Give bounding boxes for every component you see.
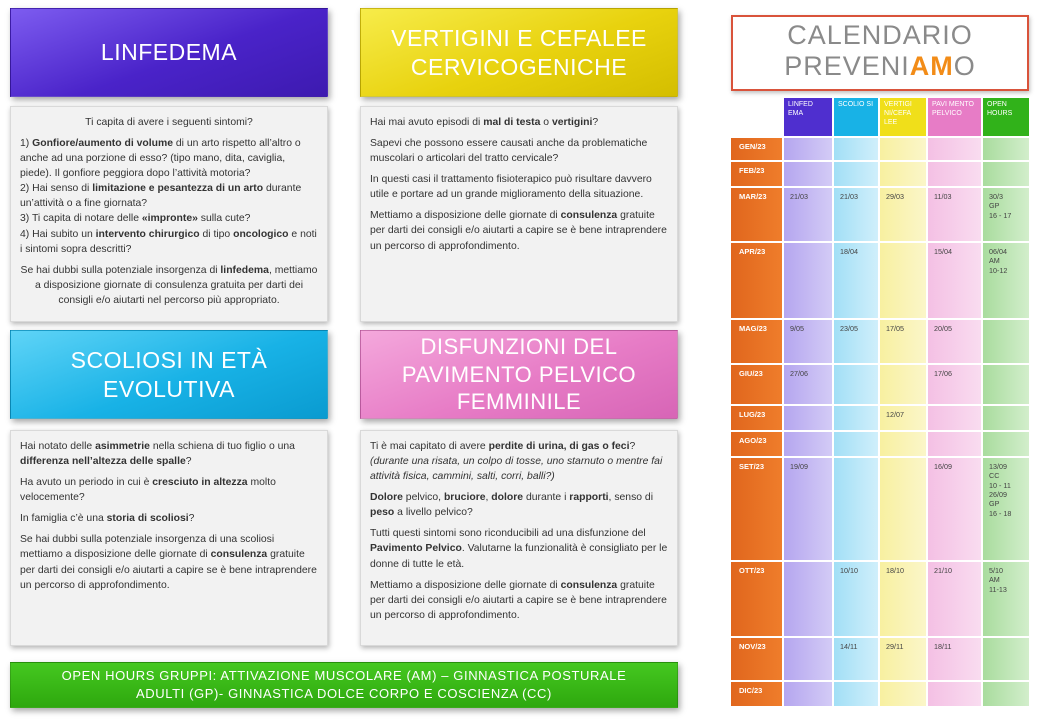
linfedema-q1 [20, 136, 318, 181]
linfedema-closing [20, 263, 318, 308]
closing-bold: linfedema [220, 264, 269, 276]
calendar-cell-pavimento: 16/09 [928, 458, 981, 560]
calendar-cell-scoliosi [834, 458, 878, 560]
d-p2-d: , senso di [608, 492, 654, 504]
q3-rest: sulla cute? [197, 213, 251, 225]
s-p1-prefix: Hai notato delle [20, 441, 96, 452]
calendar-month-label: AGO/23 [731, 432, 782, 456]
calendar-row [731, 638, 1029, 680]
calendar-month-label: APR/23 [731, 243, 782, 318]
header-disfunzioni-line3: FEMMINILE [456, 389, 582, 415]
calendar-cell-vertigini: 29/03 [880, 188, 926, 241]
d-p1-bold: perdite di urina, di gas o feci [488, 441, 630, 452]
calendar-cell-open-hours [983, 162, 1029, 186]
calendar-cell-pavimento: 11/03 [928, 188, 981, 241]
d-p2-c: durante i [523, 492, 570, 504]
q4-mid: di tipo [199, 228, 234, 240]
s-p4-bold: consulenza [210, 549, 268, 561]
s-p4-prefix: Se hai dubbi sulla potenziale insorgenza di una scoliosi mettiamo a disposizione delle giornate di [20, 534, 275, 561]
header-disfunzioni-line1: DISFUNZIONI DEL [420, 334, 618, 360]
linfedema-intro: Ti capita di avere i seguenti sintomi? [85, 117, 253, 128]
calendar-cell-linfedema [784, 406, 832, 430]
vertigini-p4 [370, 208, 668, 253]
calendar-col-vertigini: VERTIGI NI/CEFA LEE [880, 98, 926, 136]
calendar-cell-scoliosi: 10/10 [834, 562, 878, 636]
s-p1-bold1: asimmetrie [95, 441, 150, 452]
disfunzioni-p2 [370, 490, 668, 520]
calendar-cell-open-hours: 5/10 AM 11-13 [983, 562, 1029, 636]
calendar-cell-scoliosi [834, 162, 878, 186]
d-p1-prefix: Ti è mai capitato di avere [370, 441, 489, 452]
calendar-row [731, 406, 1029, 430]
d-p2-a: pelvico, [402, 492, 444, 504]
calendar-cell-open-hours [983, 638, 1029, 680]
header-linfedema [10, 8, 328, 97]
open-hours-banner [10, 662, 678, 708]
calendar-month-label: MAR/23 [731, 188, 782, 241]
calendar-cell-linfedema: 27/06 [784, 365, 832, 404]
calendar-row [731, 562, 1029, 636]
s-p1-rest: ? [185, 456, 192, 468]
calendar-col-open-hours: OPEN HOURS [983, 98, 1029, 136]
calendar-cell-linfedema: 21/03 [784, 188, 832, 241]
linfedema-q4 [20, 227, 318, 257]
calendar-cell-pavimento [928, 162, 981, 186]
calendar-cell-linfedema [784, 682, 832, 706]
s-p2-rest: molto velocemente? [20, 477, 276, 504]
d-p2-bold1: Dolore [370, 492, 403, 504]
calendar-cell-open-hours: 30/3 GP 16 - 17 [983, 188, 1029, 241]
calendar-cell-linfedema [784, 162, 832, 186]
s-p4-rest: gratuite per darti dei consigli e/o aiutarti a capire se è bene intraprendere un percorso di approfondimento. [20, 549, 317, 591]
calendar-title-o: O [953, 51, 976, 81]
calendar-cell-vertigini [880, 243, 926, 318]
card-vertigini [360, 106, 678, 322]
card-scoliosi [10, 430, 328, 646]
v-p1-bold1: mal di testa [483, 117, 541, 128]
s-p3-prefix: In famiglia c’è una [20, 513, 107, 525]
d-p3-rest: . Valutarne la funzionalità è consigliato per le donne di tutte le età. [370, 543, 668, 570]
disfunzioni-p3 [370, 526, 668, 571]
calendar-cell-scoliosi: 18/04 [834, 243, 878, 318]
calendar-cell-linfedema [784, 638, 832, 680]
scoliosi-p4 [20, 532, 318, 592]
scoliosi-p2 [20, 475, 318, 505]
calendar-row [731, 432, 1029, 456]
calendar-cell-vertigini: 12/07 [880, 406, 926, 430]
header-disfunzioni-line2: PAVIMENTO PELVICO [401, 361, 637, 387]
d-p3-bold: Pavimento Pelvico [370, 543, 462, 555]
calendar-cell-vertigini [880, 138, 926, 160]
calendar-cell-vertigini: 29/11 [880, 638, 926, 680]
s-p2-bold: cresciuto in altezza [152, 477, 248, 489]
calendar-title-am-logo: AM [909, 51, 954, 81]
calendar-title-preveni: PREVENI [784, 51, 910, 81]
d-p2-e: a livello pelvico? [394, 507, 473, 519]
calendar-title-box [731, 15, 1029, 91]
calendar-month-label: GEN/23 [731, 138, 782, 160]
vertigini-p1 [370, 115, 668, 130]
calendar-month-label: NOV/23 [731, 638, 782, 680]
q4-rest: e noti i sintomi sopra descritti? [20, 228, 317, 255]
calendar-month-label: DIC/23 [731, 682, 782, 706]
calendar-row [731, 243, 1029, 318]
calendar-cell-linfedema [784, 243, 832, 318]
q4-prefix: 4) Hai subito un [20, 228, 96, 240]
q4-bold2: oncologico [233, 228, 289, 240]
s-p2-prefix: Ha avuto un periodo in cui è [20, 477, 153, 489]
calendar-cell-linfedema [784, 432, 832, 456]
d-p1-rest: ? [629, 441, 636, 452]
d-p2-bold4: rapporti [569, 492, 609, 504]
card-linfedema [10, 106, 328, 322]
calendar-cell-scoliosi [834, 138, 878, 160]
calendar-cell-linfedema [784, 138, 832, 160]
s-p3-rest: ? [188, 513, 195, 525]
calendar-cell-pavimento: 20/05 [928, 320, 981, 363]
calendar-month-label: MAG/23 [731, 320, 782, 363]
header-scoliosi-line2: EVOLUTIVA [103, 375, 235, 402]
open-hours-line1: OPEN HOURS GRUPPI: ATTIVAZIONE MUSCOLARE (AM) – GINNASTICA POSTURALE [61, 668, 627, 684]
card-disfunzioni [360, 430, 678, 646]
calendar-cell-pavimento [928, 406, 981, 430]
calendar-col-scoliosi: SCOLIO SI [834, 98, 878, 136]
linfedema-q3 [20, 211, 318, 226]
calendar-row [731, 138, 1029, 160]
q2-prefix: 2) Hai senso di [20, 183, 93, 195]
d-p2-bold2: bruciore [443, 492, 486, 504]
header-vertigini-line2: CERVICOGENICHE [410, 53, 628, 80]
header-scoliosi [10, 330, 328, 419]
calendar-title-line1: CALENDARIO [787, 20, 973, 50]
calendar-cell-linfedema [784, 562, 832, 636]
d-p4-rest: gratuite per darti dei consigli e/o aiutarti a capire se è bene intraprendere un percorso di approfondimento. [370, 579, 667, 621]
closing-prefix: Se hai dubbi sulla potenziale insorgenza di [20, 264, 221, 276]
calendar-cell-open-hours [983, 432, 1029, 456]
calendar-cell-open-hours [983, 406, 1029, 430]
d-p1-italic: (durante una risata, un colpo di tosse, uno starnuto o mentre fai attività fisica, cammini, salti, corri, balli?) [370, 456, 663, 483]
calendar-cell-scoliosi [834, 365, 878, 404]
calendar-cell-vertigini: 17/05 [880, 320, 926, 363]
calendar-cell-pavimento: 21/10 [928, 562, 981, 636]
q1-bold: Gonfiore/aumento di volume [32, 138, 174, 150]
q2-rest: durante un’attività o a fine giornata? [20, 183, 302, 210]
linfedema-questions [20, 136, 318, 257]
calendar-cell-open-hours [983, 365, 1029, 404]
calendar-row [731, 365, 1029, 404]
scoliosi-p1 [20, 439, 318, 469]
v-p4-bold: consulenza [560, 210, 618, 222]
v-p1-rest: ? [592, 117, 599, 128]
v-p4-prefix: Mettiamo a disposizione delle giornate di [370, 210, 561, 222]
calendar-cell-open-hours: 13/09 CC 10 - 11 26/09 GP 16 - 18 [983, 458, 1029, 560]
calendar-cell-open-hours [983, 138, 1029, 160]
vertigini-p2: Sapevi che possono essere causati anche da problematiche muscolari o articolari del tratto cervicale? [370, 138, 648, 165]
v-p1-prefix: Hai mai avuto episodi di [370, 117, 484, 128]
calendar-cell-pavimento [928, 682, 981, 706]
d-p2-bold3: dolore [491, 492, 524, 504]
calendar-cell-pavimento: 18/11 [928, 638, 981, 680]
calendar-cell-scoliosi: 21/03 [834, 188, 878, 241]
calendar-cell-linfedema: 9/05 [784, 320, 832, 363]
calendar-month-label: SET/23 [731, 458, 782, 560]
calendar-cell-vertigini: 18/10 [880, 562, 926, 636]
v-p4-rest: gratuite per darti dei consigli e/o aiutarti a capire se è bene intraprendere un percorso di approfondimento. [370, 210, 667, 252]
calendar-cell-open-hours: 06/04 AM 10-12 [983, 243, 1029, 318]
calendar-cell-open-hours [983, 320, 1029, 363]
s-p3-bold: storia di scoliosi [106, 513, 189, 525]
calendar-row [731, 458, 1029, 560]
header-disfunzioni [360, 330, 678, 419]
calendar-cell-scoliosi [834, 432, 878, 456]
header-linfedema-title: LINFEDEMA [100, 39, 238, 66]
s-p1-bold2: differenza nell’altezza delle spalle [20, 456, 186, 468]
calendar-month-label: OTT/23 [731, 562, 782, 636]
d-p2-bold5: peso [370, 507, 395, 519]
calendar-cell-scoliosi: 23/05 [834, 320, 878, 363]
calendar-cell-scoliosi [834, 682, 878, 706]
q3-prefix: 3) Ti capita di notare delle [20, 213, 142, 225]
calendar-cell-vertigini [880, 162, 926, 186]
calendar-row [731, 320, 1029, 363]
calendar-month-label: LUG/23 [731, 406, 782, 430]
calendar-row [731, 162, 1029, 186]
calendar-cell-scoliosi: 14/11 [834, 638, 878, 680]
q3-bold: «impronte» [141, 213, 198, 225]
q1-rest: di un arto rispetto all’altro o anche ad una porzione di esso? (tipo mano, dita, caviglia, piede). Il gonfiore peggiora dopo l’attività motoria? [20, 138, 301, 180]
vertigini-p3: In questi casi il trattamento fisioterapico può risultare davvero utile e portare ad un grande miglioramento della situazione. [370, 174, 652, 201]
header-vertigini [360, 8, 678, 97]
calendar-cell-pavimento: 15/04 [928, 243, 981, 318]
calendar-cell-vertigini [880, 365, 926, 404]
v-p1-mid: o [540, 117, 552, 128]
calendar-month-label: FEB/23 [731, 162, 782, 186]
d-p4-prefix: Mettiamo a disposizione delle giornate di [370, 579, 561, 591]
linfedema-q2 [20, 181, 318, 211]
calendar-cell-pavimento [928, 138, 981, 160]
calendar-col-linfedema: LINFED EMA [784, 98, 832, 136]
v-p1-bold2: vertigini [551, 117, 593, 128]
q4-bold: intervento chirurgico [95, 228, 200, 240]
header-vertigini-line1: VERTIGINI E CEFALEE [391, 24, 647, 51]
d-p3-prefix: Tutti questi sintomi sono riconducibili ad una disfunzione del [370, 528, 646, 540]
closing-rest: , mettiamo a disposizione giornate di consulenza gratuita per darti dei consigli e/o aiutarti nel percorso più appropriato. [34, 264, 318, 306]
disfunzioni-p1 [370, 439, 668, 484]
open-hours-line2: ADULTI (GP)- GINNASTICA DOLCE CORPO E COSCIENZA (CC) [136, 686, 552, 701]
calendar-cell-scoliosi [834, 406, 878, 430]
q1-prefix: 1) [20, 138, 33, 150]
calendar-title-line2 [733, 51, 1027, 82]
calendar-month-label: GIU/23 [731, 365, 782, 404]
calendar-cell-vertigini [880, 458, 926, 560]
calendar-cell-open-hours [983, 682, 1029, 706]
scoliosi-p3 [20, 511, 318, 526]
calendar-cell-linfedema: 19/09 [784, 458, 832, 560]
calendar-col-pavimento: PAVI MENTO PELVICO [928, 98, 981, 136]
q2-bold: limitazione e pesantezza di un arto [92, 183, 264, 195]
d-p4-bold: consulenza [560, 579, 618, 591]
header-scoliosi-line1: SCOLIOSI IN ETÀ [70, 346, 268, 373]
calendar-cell-vertigini [880, 432, 926, 456]
calendar-row [731, 682, 1029, 706]
calendar-cell-vertigini [880, 682, 926, 706]
d-p2-b: , [485, 492, 492, 504]
calendar-cell-pavimento [928, 432, 981, 456]
calendar-cell-pavimento: 17/06 [928, 365, 981, 404]
disfunzioni-p4 [370, 578, 668, 623]
s-p1-mid: nella schiena di tuo figlio o una [149, 441, 295, 452]
calendar-row [731, 188, 1029, 241]
